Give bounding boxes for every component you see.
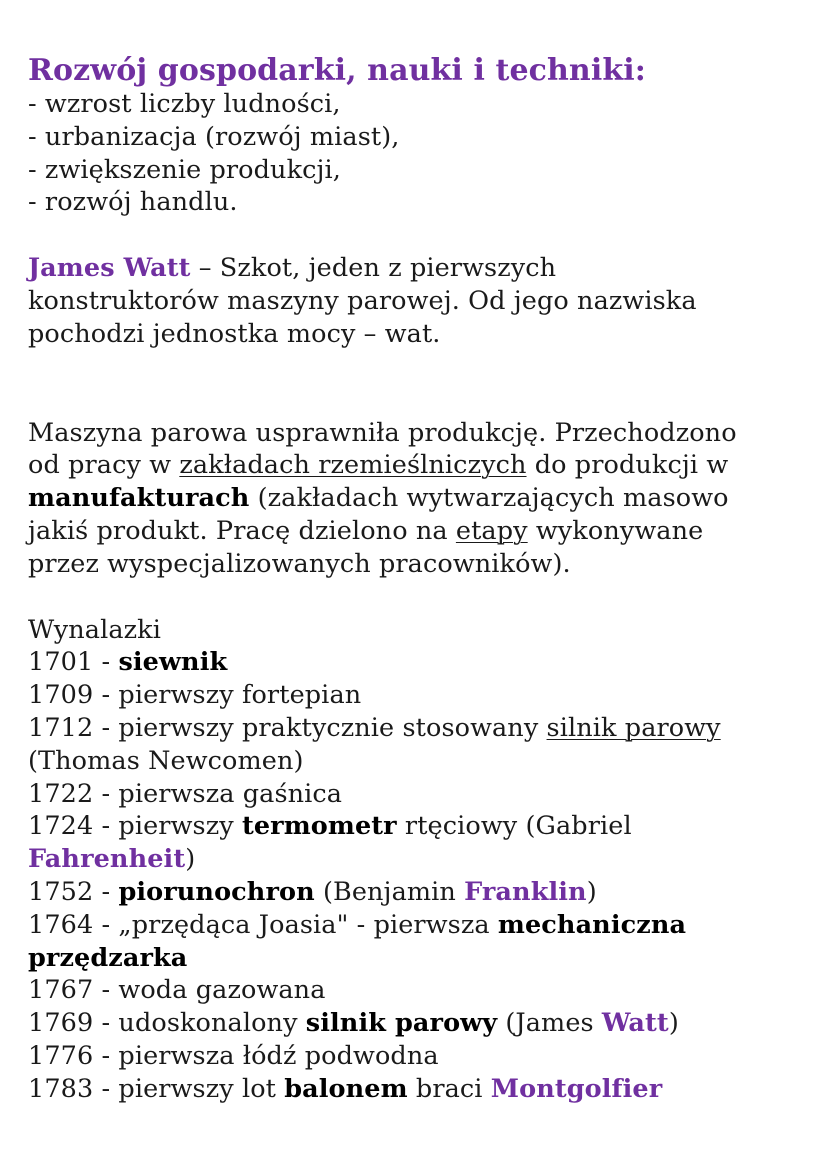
invention-item xyxy=(28,909,808,942)
text-span: 1764 - „przędąca Joasia" - pierwsza xyxy=(28,909,498,940)
paragraph-line-4 xyxy=(28,515,808,548)
underlined-term: etapy xyxy=(455,515,528,546)
person-name: Fahrenheit xyxy=(28,844,186,875)
text-span: braci xyxy=(407,1073,491,1104)
paragraph-line-1: Maszyna parowa usprawniła produkcję. Przechodzono xyxy=(28,417,737,448)
bold-term: piorunochron xyxy=(118,876,315,907)
watt-line-1 xyxy=(28,252,808,285)
invention-item-continued: (Thomas Newcomen) xyxy=(28,745,304,776)
text-span: (Benjamin xyxy=(314,876,465,907)
bullet-item: - urbanizacja (rozwój miast), xyxy=(28,121,400,152)
document-page xyxy=(28,54,808,1106)
text-span: (James xyxy=(497,1008,602,1039)
underlined-term: silnik parowy xyxy=(546,712,721,743)
text-span: 1769 - udoskonalony xyxy=(28,1008,306,1039)
text-span: rtęciowy (Gabriel xyxy=(396,811,632,842)
invention-item: 1776 - pierwsza łódź podwodna xyxy=(28,1040,439,1071)
underlined-term: zakładach rzemieślniczych xyxy=(179,450,527,481)
text-span: od pracy w xyxy=(28,450,180,481)
bullet-item: - rozwój handlu. xyxy=(28,187,238,218)
text-span: 1752 - xyxy=(28,876,119,907)
text-span: do produkcji w xyxy=(526,450,729,481)
bold-term: przędzarka xyxy=(28,942,188,973)
person-name: Franklin xyxy=(464,876,587,907)
watt-line-3: pochodzi jednostka mocy – wat. xyxy=(28,318,441,349)
invention-item xyxy=(28,810,808,843)
text-span: ) xyxy=(185,844,196,875)
invention-item-continued xyxy=(28,942,808,975)
paragraph-line-3 xyxy=(28,482,808,515)
text-span: ) xyxy=(586,876,597,907)
text-span: 1724 - pierwszy xyxy=(28,811,242,842)
watt-line-1-rest: – Szkot, jeden z pierwszych xyxy=(190,253,557,284)
bullet-item: - zwiększenie produkcji, xyxy=(28,154,341,185)
invention-item xyxy=(28,1073,808,1106)
invention-item: 1767 - woda gazowana xyxy=(28,975,326,1006)
paragraph-line-2 xyxy=(28,449,808,482)
watt-name: James Watt xyxy=(28,253,191,284)
text-span: 1783 - pierwszy lot xyxy=(28,1073,285,1104)
bold-term: termometr xyxy=(241,811,397,842)
bold-term: mechaniczna xyxy=(497,909,687,940)
watt-line-2: konstruktorów maszyny parowej. Od jego nazwiska xyxy=(28,285,697,316)
invention-item xyxy=(28,712,808,745)
bold-term: manufakturach xyxy=(28,483,250,514)
text-span: wykonywane xyxy=(527,515,704,546)
text-span: ) xyxy=(668,1008,679,1039)
bullet-item: - wzrost liczby ludności, xyxy=(28,89,341,119)
bold-term: siewnik xyxy=(118,647,228,678)
bold-term: silnik parowy xyxy=(305,1008,498,1039)
inventions-title: Wynalazki xyxy=(28,614,161,645)
text-span: 1701 - xyxy=(28,647,119,678)
invention-item: 1709 - pierwszy fortepian xyxy=(28,680,362,711)
invention-item xyxy=(28,646,808,679)
bold-term: balonem xyxy=(284,1073,408,1104)
paragraph-line-5: przez wyspecjalizowanych pracowników). xyxy=(28,548,571,579)
invention-item: 1722 - pierwsza gaśnica xyxy=(28,778,343,809)
text-span: 1712 - pierwszy praktycznie stosowany xyxy=(28,712,547,743)
invention-item xyxy=(28,876,808,909)
section-heading: Rozwój gospodarki, nauki i techniki: xyxy=(28,53,646,88)
person-name: Montgolfier xyxy=(490,1073,663,1104)
text-span: (zakładach wytwarzających masowo xyxy=(249,483,729,514)
invention-item-continued xyxy=(28,843,808,876)
invention-item xyxy=(28,1007,808,1040)
text-span: jakiś produkt. Pracę dzielono na xyxy=(28,515,456,546)
person-name: Watt xyxy=(601,1008,669,1039)
